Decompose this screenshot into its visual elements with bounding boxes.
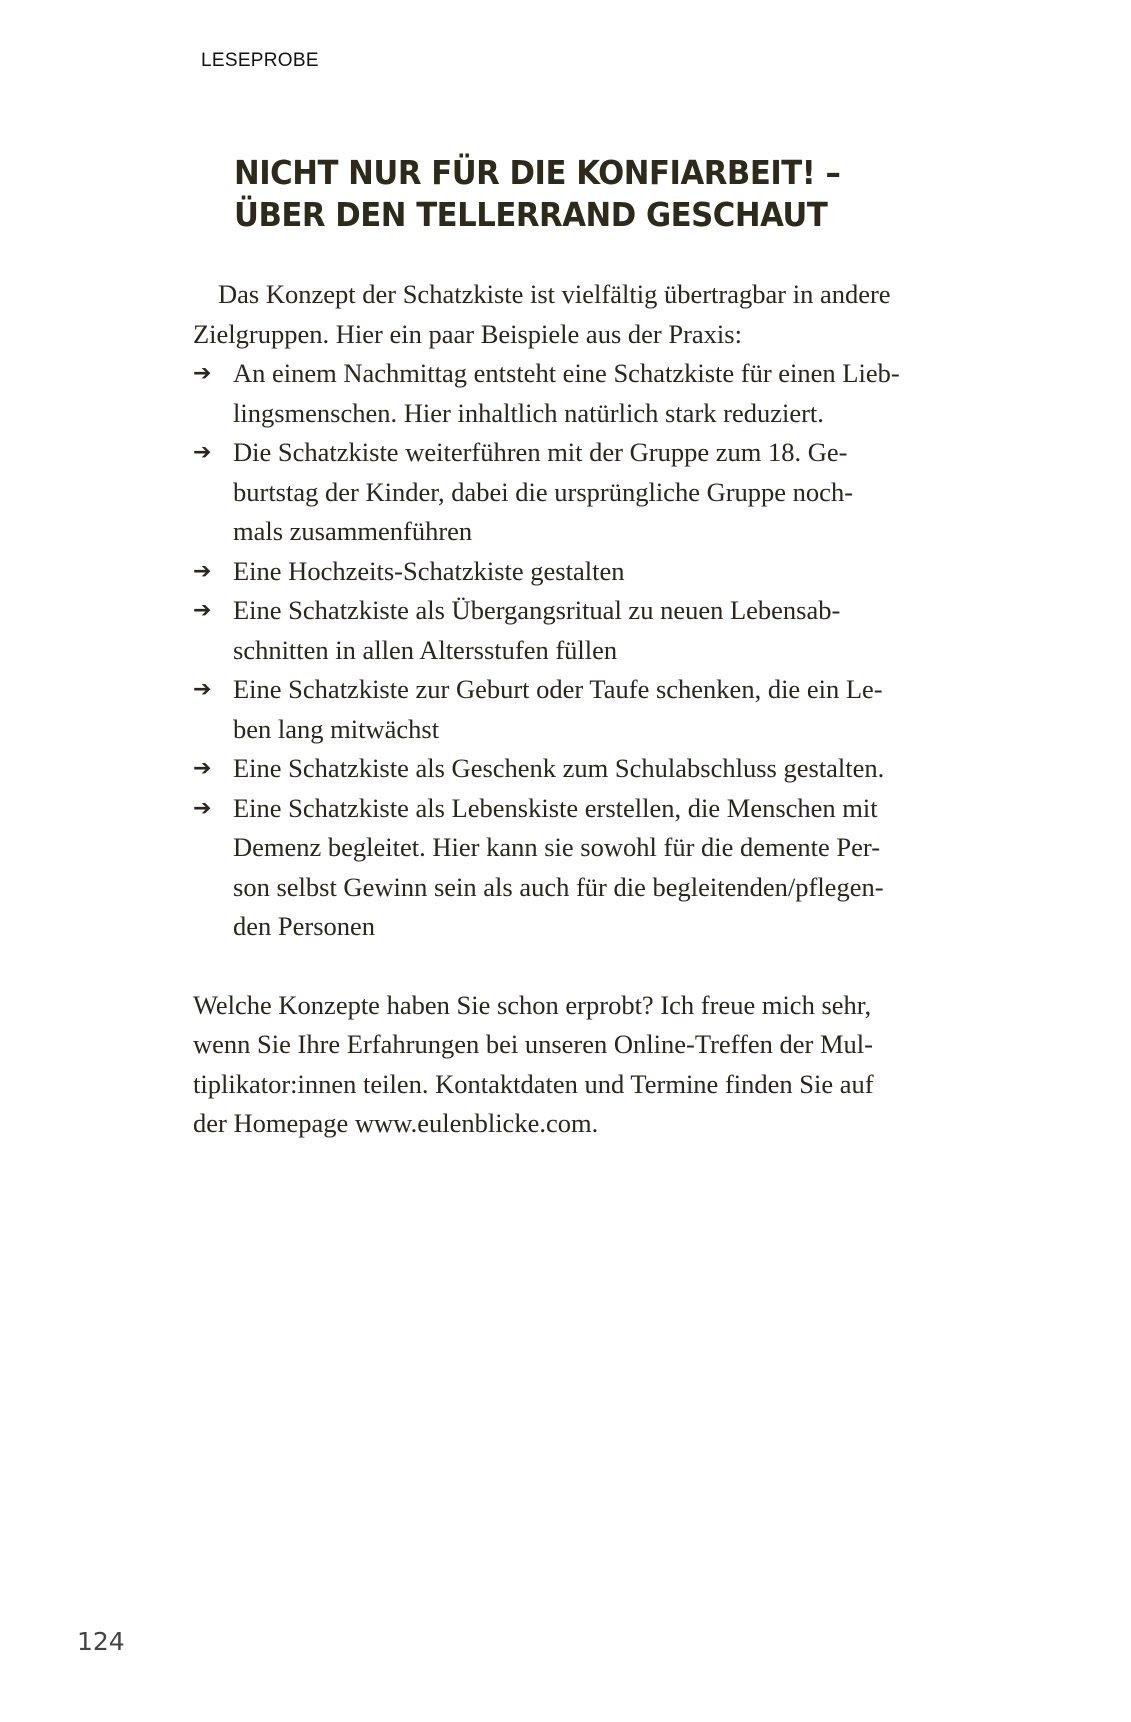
list-item-line: lingsmenschen. Hier inhaltlich natürlich stark reduziert. [233, 397, 824, 428]
closing-line: tiplikator:innen teilen. Kontaktdaten und Termine finden Sie auf [193, 1068, 874, 1099]
list-item-line: Eine Schatzkiste als Lebenskiste erstellen, die Menschen mit [233, 792, 878, 823]
arrow-right-icon: ➔ [193, 677, 212, 702]
list-item [193, 552, 949, 592]
leseprobe-label: LESEPROBE [201, 50, 319, 71]
list-item [193, 591, 949, 670]
section-heading [234, 152, 904, 236]
closing-line: der Homepage www.eulenblicke.com. [193, 1108, 599, 1138]
arrow-right-icon: ➔ [193, 598, 212, 623]
list-item-line: Demenz begleitet. Hier kann sie sowohl für die demente Per- [233, 832, 881, 862]
list-item [193, 789, 949, 947]
list-item-line: Eine Hochzeits-Schatzkiste gestalten [233, 555, 625, 586]
closing-paragraph [193, 986, 949, 1144]
heading-line: NICHT NUR FÜR DIE KONFIARBEIT! – [234, 153, 841, 192]
page-number: 124 [77, 1627, 125, 1656]
list-item [193, 433, 949, 552]
intro-line: Das Konzept der Schatzkiste ist vielfältig übertragbar in andere [218, 279, 891, 309]
intro-line: Zielgruppen. Hier ein paar Beispiele aus der Praxis: [193, 318, 742, 349]
list-item-line: ben lang mitwächst [233, 713, 440, 744]
list-item-line: son selbst Gewinn sein als auch für die begleitenden/pflegen- [233, 871, 884, 902]
list-item-line: Eine Schatzkiste zur Geburt oder Taufe schenken, die ein Le- [233, 674, 883, 704]
heading-line: ÜBER DEN TELLERRAND GESCHAUT [234, 195, 828, 234]
list-item-line: burtstag der Kinder, dabei die ursprüngliche Gruppe noch- [233, 476, 854, 507]
closing-line: wenn Sie Ihre Erfahrungen bei unseren Online-Treffen der Mul- [193, 1029, 873, 1059]
arrow-right-icon: ➔ [193, 795, 212, 821]
examples-list [193, 354, 949, 947]
list-item [193, 749, 949, 789]
list-item-line: den Personen [233, 911, 376, 941]
arrow-right-icon: ➔ [193, 440, 212, 465]
intro-paragraph [193, 275, 949, 354]
body-text [193, 275, 949, 1144]
arrow-right-icon: ➔ [193, 558, 212, 584]
list-item [193, 354, 949, 433]
list-item-line: Eine Schatzkiste als Übergangsritual zu neuen Lebensab- [233, 595, 841, 625]
closing-line: Welche Konzepte haben Sie schon erprobt? Ich freue mich sehr, [193, 989, 872, 1020]
arrow-right-icon: ➔ [193, 361, 212, 386]
list-item-line: Die Schatzkiste weiterführen mit der Gruppe zum 18. Ge- [233, 437, 848, 467]
arrow-right-icon: ➔ [193, 756, 212, 781]
list-item-line: Eine Schatzkiste als Geschenk zum Schulabschluss gestalten. [233, 753, 885, 783]
list-item-line: schnitten in allen Altersstufen füllen [233, 634, 618, 665]
list-item-line: mals zusammenführen [233, 516, 473, 546]
list-item-line: An einem Nachmittag entsteht eine Schatzkiste für einen Lieb- [233, 358, 900, 388]
list-item [193, 670, 949, 749]
